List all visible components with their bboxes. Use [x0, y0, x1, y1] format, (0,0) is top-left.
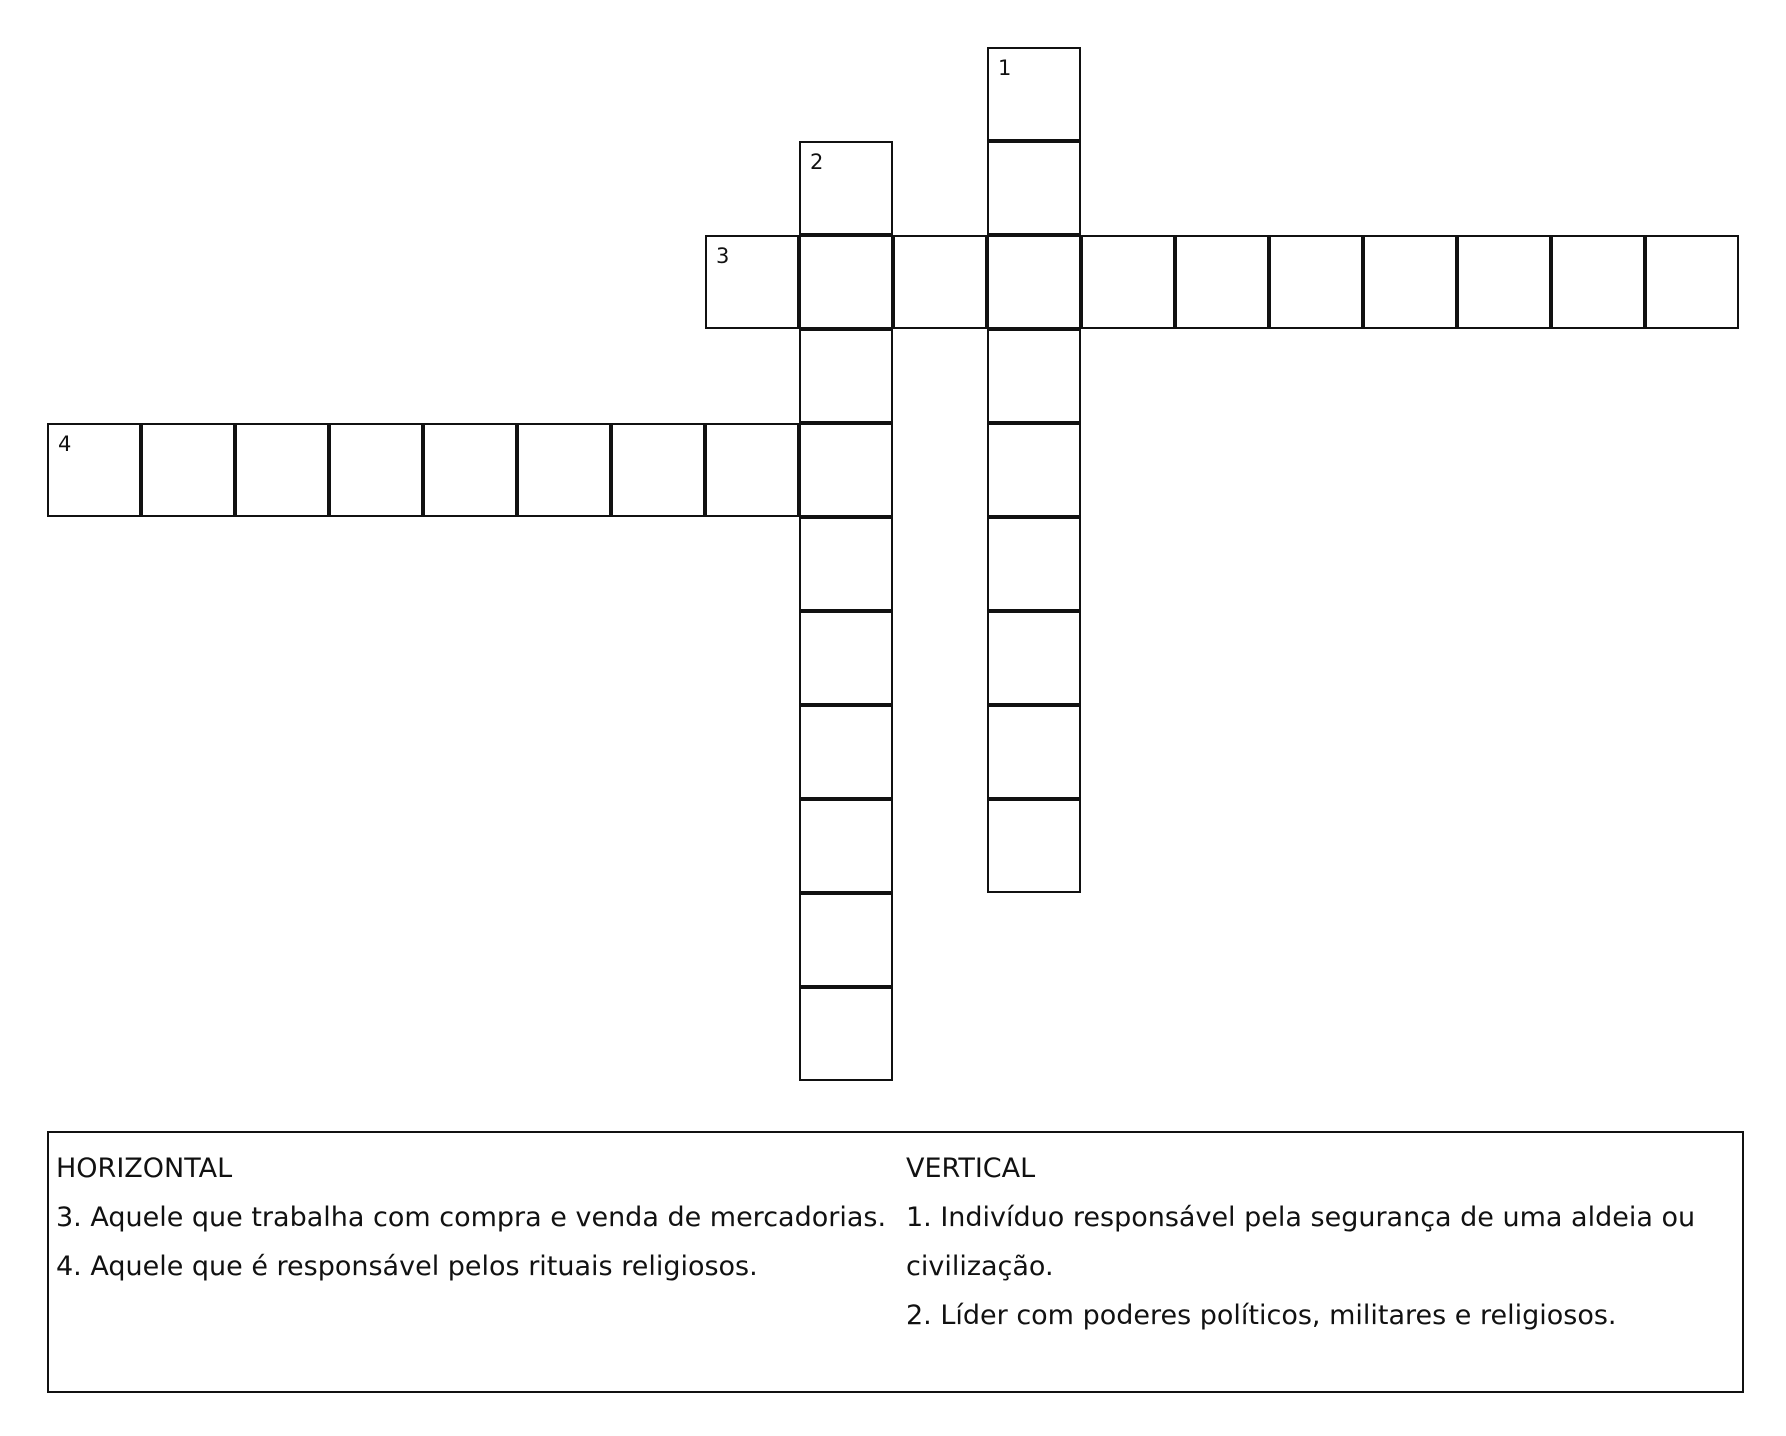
crossword-cell[interactable]: [987, 705, 1081, 799]
clue-horizontal-3: 3. Aquele que trabalha com compra e venda de mercadorias.: [56, 1202, 887, 1233]
crossword-cell[interactable]: [987, 329, 1081, 423]
crossword-cell[interactable]: [893, 235, 987, 329]
crossword-cell[interactable]: [1363, 235, 1457, 329]
clue-vertical-1-continued: civilização.: [906, 1251, 1054, 1282]
crossword-cell[interactable]: [799, 705, 893, 799]
crossword-cell[interactable]: [987, 799, 1081, 893]
vertical-heading: VERTICAL: [906, 1153, 1036, 1184]
horizontal-heading: HORIZONTAL: [56, 1153, 233, 1184]
crossword-cell[interactable]: [517, 423, 611, 517]
crossword-cell[interactable]: [705, 423, 799, 517]
crossword-cell[interactable]: [141, 423, 235, 517]
crossword-cell[interactable]: [799, 423, 893, 517]
crossword-cell[interactable]: [987, 47, 1081, 141]
crossword-cell[interactable]: [987, 235, 1081, 329]
horizontal-clues: [56, 1144, 896, 1291]
crossword-cell[interactable]: [1269, 235, 1363, 329]
crossword-cell[interactable]: [799, 893, 893, 987]
crossword-cell[interactable]: [987, 517, 1081, 611]
clue-number: 3: [716, 244, 730, 268]
crossword-cell[interactable]: [799, 329, 893, 423]
clues-box: [47, 1131, 1744, 1393]
vertical-clues: [906, 1144, 1726, 1340]
crossword-cell[interactable]: [1457, 235, 1551, 329]
crossword-cell[interactable]: [1081, 235, 1175, 329]
clue-horizontal-4: 4. Aquele que é responsável pelos rituais religiosos.: [56, 1251, 758, 1282]
crossword-cell[interactable]: [611, 423, 705, 517]
crossword-cell[interactable]: [987, 141, 1081, 235]
crossword-cell[interactable]: [235, 423, 329, 517]
clue-number: 4: [58, 432, 72, 456]
crossword-cell[interactable]: [799, 517, 893, 611]
clue-vertical-1: 1. Indivíduo responsável pela segurança de uma aldeia ou: [906, 1202, 1696, 1233]
crossword-cell[interactable]: [799, 235, 893, 329]
clue-vertical-2: 2. Líder com poderes políticos, militares e religiosos.: [906, 1300, 1617, 1331]
crossword-cell[interactable]: [799, 141, 893, 235]
crossword-cell[interactable]: [423, 423, 517, 517]
clue-number: 2: [810, 150, 824, 174]
crossword-cell[interactable]: [987, 611, 1081, 705]
crossword-cell[interactable]: [705, 235, 799, 329]
crossword-cell[interactable]: [799, 611, 893, 705]
clue-number: 1: [998, 56, 1012, 80]
crossword-cell[interactable]: [47, 423, 141, 517]
crossword-cell[interactable]: [799, 799, 893, 893]
crossword-cell[interactable]: [1551, 235, 1645, 329]
crossword-cell[interactable]: [1175, 235, 1269, 329]
crossword-cell[interactable]: [1645, 235, 1739, 329]
crossword-cell[interactable]: [987, 423, 1081, 517]
crossword-cell[interactable]: [329, 423, 423, 517]
crossword-cell[interactable]: [799, 987, 893, 1081]
